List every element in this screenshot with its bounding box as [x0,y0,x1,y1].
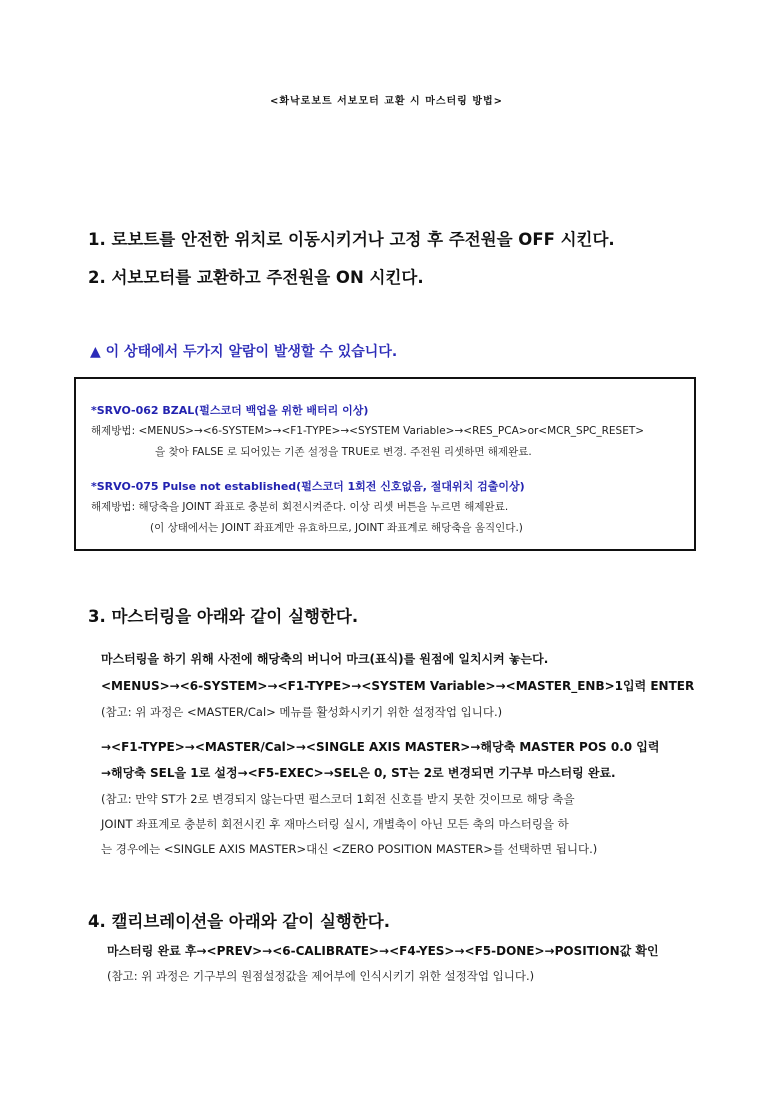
step-1: 1. 로보트를 안전한 위치로 이동시키거나 고정 후 주전원을 OFF 시킨다. [88,230,615,249]
step-3-note: (참고: 만약 ST가 2로 변경되지 않는다면 펄스코더 1회전 신호를 받지 못한 것이므로 해당 축을 [101,792,575,806]
step-2: 2. 서보모터를 교환하고 주전원을 ON 시킨다. [88,268,424,287]
alarm-fix-line: 해제방법: <MENUS>→<6-SYSTEM>→<F1-TYPE>→<SYSTEM Variable>→<RES_PCA>or<MCR_SPC_RESET> [91,425,645,437]
step-4-line: 마스터링 완료 후→<PREV>→<6-CALIBRATE>→<F4-YES>→<F5-DONE>→POSITION값 확인 [107,944,659,958]
alarm-fix-line: 을 찾아 FALSE 로 되어있는 기존 설정을 TRUE로 변경. 주전원 리셋하면 해제완료. [155,446,532,458]
step-3-note: JOINT 좌표계로 충분히 회전시킨 후 재마스터링 실시, 개별축이 아닌 모든 축의 마스터링을 하 [101,817,569,831]
step-3-heading: 3. 마스터링을 아래와 같이 실행한다. [88,607,359,626]
step-4-heading: 4. 캘리브레이션을 아래와 같이 실행한다. [88,912,391,931]
step-3-line: →<F1-TYPE>→<MASTER/Cal>→<SINGLE AXIS MASTER>→해당축 MASTER POS 0.0 입력 [101,740,660,754]
alarm-code-srvo-075: *SRVO-075 Pulse not established(펄스코더 1회전 신호없음, 절대위치 검출이상) [91,480,525,493]
alarm-fix-line: (이 상태에서는 JOINT 좌표계만 유효하므로, JOINT 좌표계로 해당축을 움직인다.) [150,522,523,534]
step-3-note: (참고: 위 과정은 <MASTER/Cal> 메뉴를 활성화시키기 위한 설정작업 입니다.) [101,705,503,719]
step-3-note: 는 경우에는 <SINGLE AXIS MASTER>대신 <ZERO POSITION MASTER>를 선택하면 됩니다.) [101,842,598,856]
document-title: <화낙로보트 서보모터 교환 시 마스터링 방법> [269,96,504,107]
alarm-box [74,377,696,551]
step-3-line: <MENUS>→<6-SYSTEM>→<F1-TYPE>→<SYSTEM Variable>→<MASTER_ENB>1입력 ENTER [101,679,695,693]
warning-notice: ▲ 이 상태에서 두가지 알람이 발생할 수 있습니다. [90,344,398,360]
step-4-note: (참고: 위 과정은 기구부의 원점설정값을 제어부에 인식시키기 위한 설정작업 입니다.) [107,969,535,983]
step-3-line: 마스터링을 하기 위해 사전에 해당축의 버니어 마크(표식)를 원점에 일치시켜 놓는다. [101,652,549,666]
alarm-code-srvo-062: *SRVO-062 BZAL(펄스코더 백업을 위한 배터리 이상) [91,404,369,417]
step-3-line: →해당축 SEL을 1로 설정→<F5-EXEC>→SEL은 0, ST는 2로 변경되면 기구부 마스터링 완료. [101,766,616,780]
alarm-fix-line: 해제방법: 해당축을 JOINT 좌표로 충분히 회전시켜준다. 이상 리셋 버튼을 누르면 해제완료. [91,501,509,513]
